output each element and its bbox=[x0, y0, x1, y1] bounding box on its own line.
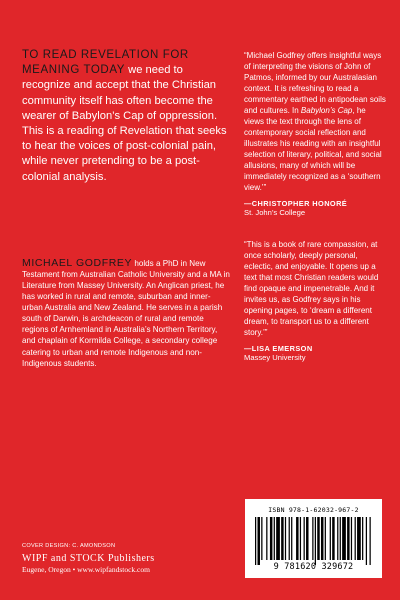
barcode-bar bbox=[304, 517, 305, 560]
barcode-bar bbox=[321, 517, 323, 560]
endorsement-2 bbox=[244, 239, 386, 338]
blurb-text: we need to recognize and accept that the Christian community itself has often become the wearer of Babylon’s Cap of oppression. This is a reading of Revelation that seeks to hear the voices of post-colonial pain, while never pretending to be a post-colonial analysis. bbox=[22, 64, 227, 183]
barcode-bar bbox=[332, 517, 334, 560]
barcode-bar bbox=[347, 517, 349, 560]
endorsement-1-title: Babylon’s Cap bbox=[300, 106, 353, 115]
isbn-label: ISBN 978-1-62032-967-2 bbox=[268, 506, 359, 514]
left-column bbox=[22, 48, 230, 377]
barcode-bar bbox=[281, 517, 283, 560]
barcode-bar bbox=[342, 517, 346, 560]
barcode-bar bbox=[355, 517, 356, 560]
author-name: MICHAEL GODFREY bbox=[22, 256, 133, 269]
endorsement-2-name: —LISA EMERSON bbox=[244, 344, 313, 353]
isbn-barcode bbox=[245, 499, 382, 578]
barcode-bar bbox=[351, 517, 352, 560]
endorsement-1-quote-b: , he views the text through the lens of contemporary social reflection and illustrates his reading with an insightful selection of literary, political, and social allusions, many of which will be immediately recognized as a ‘southern view.’” bbox=[244, 106, 382, 192]
publisher-logo-a: WIPF and bbox=[22, 553, 70, 564]
barcode-bar bbox=[270, 517, 272, 560]
endorsement-1-quote-a: “Michael Godfrey offers insightful ways of interpreting the visions of John of Patmos, informed by our Australasian context. It is refreshing to read a commentary earthed in antipodean soils and cultures. In bbox=[244, 51, 386, 115]
barcode-bar bbox=[306, 517, 308, 560]
barcode-bar bbox=[276, 517, 280, 560]
publisher-location: Eugene, Oregon • www.wipfandstock.com bbox=[22, 565, 150, 574]
barcode-bar bbox=[366, 517, 367, 565]
publisher-logo-b: STOCK Publishers bbox=[69, 553, 155, 564]
barcode-bar bbox=[266, 517, 267, 560]
barcode-bar bbox=[274, 517, 275, 560]
author-bio bbox=[22, 258, 230, 369]
blurb-lead: TO READ REVELATION FOR MEANING TODAY bbox=[22, 49, 189, 77]
endorsement-1-affiliation: St. John’s College bbox=[244, 208, 306, 217]
barcode-bar bbox=[337, 517, 338, 560]
barcode-bar bbox=[312, 517, 313, 560]
barcode-bar bbox=[255, 517, 256, 565]
barcode-bar bbox=[315, 517, 316, 565]
endorsement-1-name: —CHRISTOPHER HONORÉ bbox=[244, 199, 348, 208]
barcode-bars bbox=[255, 517, 372, 565]
bio-text: holds a PhD in New Testament from Australian Catholic University and a MA in Literature from Massey University. An Anglican priest, he has worked in rural and remote, suburban and inner-urban Australia and New Zealand. He serves in a parish south of Darwin, is archdeacon of rural and remote regions of Arnhemland in Australia’s Northern Territory, and chaplain of Kormilda College, a secondary college catering to urban and remote Indigenous and non-Indigenous students. bbox=[22, 258, 230, 368]
barcode-bar bbox=[370, 517, 371, 565]
barcode-bar bbox=[330, 517, 331, 560]
barcode-bar bbox=[257, 517, 259, 565]
barcode-bar bbox=[340, 517, 341, 560]
barcode-bar bbox=[291, 517, 292, 560]
isbn-digits: 9 781620 329672 bbox=[273, 562, 354, 572]
barcode-bar bbox=[317, 517, 319, 560]
barcode-bar bbox=[362, 517, 363, 560]
endorsement-2-affiliation: Massey University bbox=[244, 353, 306, 362]
barcode-bar bbox=[357, 517, 361, 560]
barcode-bar bbox=[261, 517, 262, 560]
barcode-bar bbox=[289, 517, 290, 560]
blurb-paragraph bbox=[22, 48, 230, 185]
publisher-footer bbox=[22, 543, 172, 574]
barcode-bar bbox=[300, 517, 301, 560]
barcode-bar bbox=[325, 517, 326, 560]
endorsement-2-quote: “This is a book of rare compassion, at once scholarly, deeply personal, eclectic, and enjoyable. It opens up a text that most Christian readers would find opaque and impenetrable. And it invites us, as Godfrey says in his opening pages, to ‘dream a different dream, to transport us to a different story.’” bbox=[244, 240, 379, 337]
publisher-logo bbox=[22, 553, 172, 564]
endorsement-1 bbox=[244, 50, 386, 193]
endorsements-column bbox=[244, 50, 386, 363]
barcode-bar bbox=[285, 517, 286, 560]
barcode-bar bbox=[296, 517, 298, 560]
cover-design-credit: COVER DESIGN: C. AMONDSON bbox=[22, 543, 116, 549]
